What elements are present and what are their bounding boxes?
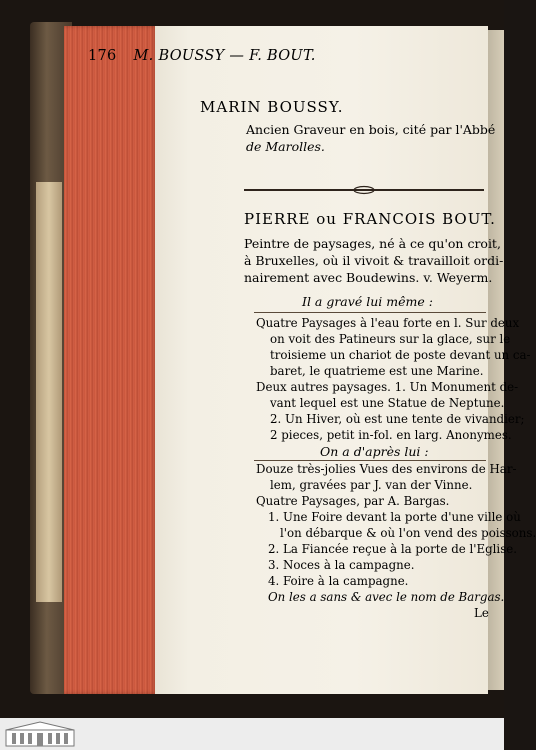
entry1-line-2: de Marolles. — [246, 139, 325, 154]
entry1-line-1: Ancien Graveur en bois, cité par l'Abbé — [246, 122, 496, 137]
section1-line-3: troisieme un chariot de poste devant un ca- — [270, 348, 531, 362]
section1-line-6: vant lequel est une Statue de Neptune. — [270, 396, 505, 410]
section1-line-1: Quatre Paysages à l'eau forte en l. Sur deux — [256, 316, 520, 330]
entry2-heading: PIERRE ou FRANCOIS BOUT. — [244, 210, 496, 228]
catchword: Le — [474, 606, 489, 620]
section2-line-7: 3. Noces à la campagne. — [268, 558, 415, 572]
section2-rule — [254, 460, 486, 461]
section1-line-8: 2 pieces, petit in-fol. en larg. Anonymes. — [270, 428, 512, 442]
section1-line-2: on voit des Patineurs sur la glace, sur le — [270, 332, 511, 346]
running-title: M. BOUSSY — F. BOUT. — [133, 48, 316, 64]
section2-line-5: l'on débarque & où l'on vend des poissons. — [280, 526, 536, 540]
page-edges — [64, 26, 158, 694]
section1-rule — [254, 312, 486, 313]
section2-line-8: 4. Foire à la campagne. — [268, 574, 409, 588]
section2-line-9: On les a sans & avec le nom de Bargas. — [268, 590, 505, 604]
section2-line-2: lem, gravées par J. van der Vinne. — [270, 478, 473, 492]
section1-title: Il a gravé lui même : — [302, 294, 433, 309]
running-header — [88, 48, 316, 64]
section1-line-5: Deux autres paysages. 1. Un Monument de- — [256, 380, 519, 394]
section2-line-1: Douze très-jolies Vues des environs de Har- — [256, 462, 517, 476]
section1-line-4: baret, le quatrieme est une Marine. — [270, 364, 484, 378]
ornamental-divider — [244, 186, 484, 194]
section1-line-7: 2. Un Hiver, où est une tente de vivandier; — [270, 412, 525, 426]
library-building-logo — [4, 720, 76, 748]
entry2-intro-2: à Bruxelles, où il vivoit & travailloit ordi- — [244, 253, 504, 268]
page-number: 176 — [88, 48, 117, 64]
section2-line-6: 2. La Fiancée reçue à la porte de l'Eglise. — [268, 542, 517, 556]
entry2-intro-3: nairement avec Boudewins. v. Weyerm. — [244, 270, 493, 285]
section2-line-4: 1. Une Foire devant la porte d'une ville où — [268, 510, 521, 524]
section2-title: On a d'après lui : — [320, 444, 429, 459]
entry2-intro-1: Peintre de paysages, né à ce qu'on croit, — [244, 236, 501, 251]
section2-line-3: Quatre Paysages, par A. Bargas. — [256, 494, 450, 508]
entry1-heading: MARIN BOUSSY. — [200, 98, 344, 116]
